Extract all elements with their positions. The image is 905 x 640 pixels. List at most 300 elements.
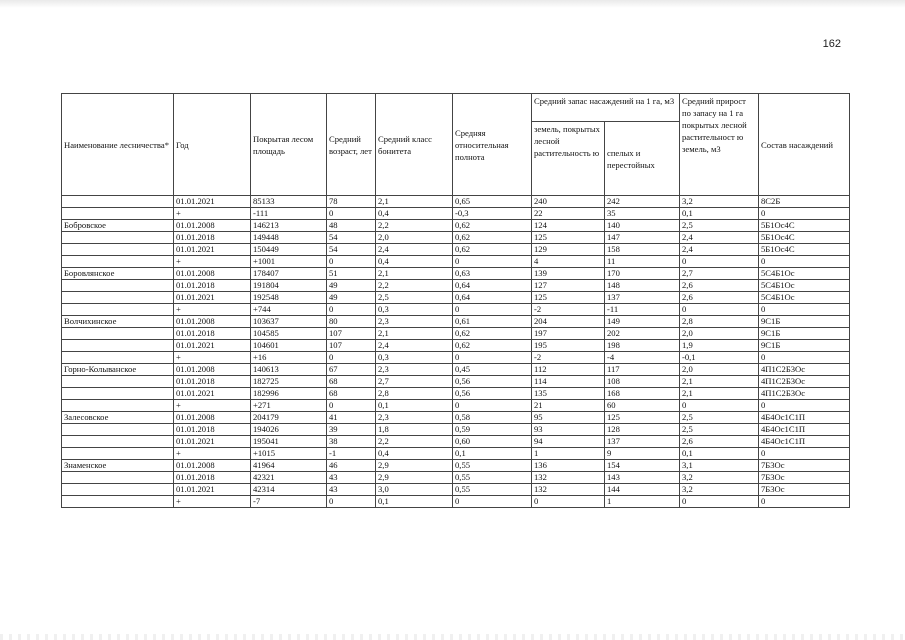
table-row xyxy=(62,292,850,304)
cell-stock-covered: 93 xyxy=(532,424,605,436)
cell-name: Боровлянское xyxy=(62,268,174,280)
cell-area: 103637 xyxy=(251,316,327,328)
cell-bonitet: 0,3 xyxy=(376,304,453,316)
cell-stock-covered: 136 xyxy=(532,460,605,472)
cell-composition: 5С4Б1Ос xyxy=(759,268,850,280)
cell-stock-mature: 170 xyxy=(605,268,680,280)
page-number: 162 xyxy=(822,38,841,50)
cell-bonitet: 2,2 xyxy=(376,280,453,292)
header-stock-group: Средний запас насаждений на 1 га, м3 xyxy=(532,94,680,122)
table-row xyxy=(62,388,850,400)
cell-name xyxy=(62,448,174,460)
cell-area: 140613 xyxy=(251,364,327,376)
cell-stock-mature: 158 xyxy=(605,244,680,256)
cell-bonitet: 0,3 xyxy=(376,352,453,364)
cell-year: 01.01.2018 xyxy=(174,280,251,292)
cell-density: 0,62 xyxy=(453,220,532,232)
cell-name xyxy=(62,352,174,364)
cell-density: 0,61 xyxy=(453,316,532,328)
cell-name xyxy=(62,388,174,400)
cell-age: 78 xyxy=(327,196,376,208)
cell-stock-mature: 143 xyxy=(605,472,680,484)
cell-stock-mature: 137 xyxy=(605,292,680,304)
cell-growth: 2,0 xyxy=(680,328,759,340)
cell-composition: 4П1С2Б3Ос xyxy=(759,388,850,400)
cell-area: 146213 xyxy=(251,220,327,232)
cell-area: +744 xyxy=(251,304,327,316)
cell-bonitet: 2,4 xyxy=(376,340,453,352)
cell-stock-covered: 21 xyxy=(532,400,605,412)
cell-name xyxy=(62,484,174,496)
cell-density: 0,55 xyxy=(453,472,532,484)
table-body xyxy=(62,196,850,508)
cell-age: -1 xyxy=(327,448,376,460)
cell-growth: 0 xyxy=(680,400,759,412)
table-row xyxy=(62,208,850,220)
cell-bonitet: 0,4 xyxy=(376,256,453,268)
cell-bonitet: 2,3 xyxy=(376,364,453,376)
cell-age: 49 xyxy=(327,292,376,304)
cell-name: Волчихинское xyxy=(62,316,174,328)
cell-year: 01.01.2018 xyxy=(174,424,251,436)
cell-age: 107 xyxy=(327,328,376,340)
cell-growth: 2,7 xyxy=(680,268,759,280)
cell-area: 204179 xyxy=(251,412,327,424)
cell-stock-mature: 11 xyxy=(605,256,680,268)
cell-growth: 3,1 xyxy=(680,460,759,472)
cell-area: 42314 xyxy=(251,484,327,496)
cell-stock-mature: 147 xyxy=(605,232,680,244)
cell-growth: 2,6 xyxy=(680,436,759,448)
cell-composition: 0 xyxy=(759,256,850,268)
cell-growth: 3,2 xyxy=(680,472,759,484)
cell-growth: 2,8 xyxy=(680,316,759,328)
cell-age: 0 xyxy=(327,496,376,508)
table-row xyxy=(62,436,850,448)
cell-year: + xyxy=(174,352,251,364)
cell-age: 68 xyxy=(327,376,376,388)
cell-age: 68 xyxy=(327,388,376,400)
cell-composition: 5С4Б1Ос xyxy=(759,280,850,292)
cell-bonitet: 2,4 xyxy=(376,244,453,256)
cell-stock-mature: -11 xyxy=(605,304,680,316)
table-row xyxy=(62,460,850,472)
cell-name: Бобровское xyxy=(62,220,174,232)
cell-composition: 7Б3Ос xyxy=(759,460,850,472)
table-row xyxy=(62,376,850,388)
cell-year: 01.01.2018 xyxy=(174,328,251,340)
cell-year: 01.01.2018 xyxy=(174,472,251,484)
cell-area: 149448 xyxy=(251,232,327,244)
cell-name xyxy=(62,280,174,292)
cell-name xyxy=(62,292,174,304)
cell-year: 01.01.2021 xyxy=(174,196,251,208)
cell-age: 51 xyxy=(327,268,376,280)
cell-bonitet: 0,4 xyxy=(376,448,453,460)
cell-growth: 2,6 xyxy=(680,292,759,304)
table-row xyxy=(62,352,850,364)
cell-stock-covered: 127 xyxy=(532,280,605,292)
cell-age: 0 xyxy=(327,208,376,220)
cell-stock-covered: -2 xyxy=(532,304,605,316)
cell-composition: 5Б1Ос4С xyxy=(759,244,850,256)
cell-name xyxy=(62,436,174,448)
cell-age: 48 xyxy=(327,220,376,232)
cell-bonitet: 0,4 xyxy=(376,208,453,220)
cell-density: 0 xyxy=(453,256,532,268)
cell-year: 01.01.2021 xyxy=(174,244,251,256)
cell-age: 43 xyxy=(327,484,376,496)
cell-density: 0 xyxy=(453,400,532,412)
cell-name xyxy=(62,424,174,436)
cell-year: 01.01.2021 xyxy=(174,340,251,352)
cell-composition: 4П1С2Б3Ос xyxy=(759,364,850,376)
table-row xyxy=(62,232,850,244)
cell-growth: 2,1 xyxy=(680,388,759,400)
cell-stock-mature: 108 xyxy=(605,376,680,388)
cell-year: 01.01.2021 xyxy=(174,388,251,400)
cell-name xyxy=(62,196,174,208)
table-row xyxy=(62,244,850,256)
cell-area: -111 xyxy=(251,208,327,220)
cell-density: 0,64 xyxy=(453,280,532,292)
cell-stock-mature: 148 xyxy=(605,280,680,292)
cell-bonitet: 2,2 xyxy=(376,436,453,448)
table-row xyxy=(62,280,850,292)
cell-stock-mature: 149 xyxy=(605,316,680,328)
cell-composition: 4Б4Ос1С1П xyxy=(759,436,850,448)
cell-year: + xyxy=(174,496,251,508)
cell-composition: 4П1С2Б3Ос xyxy=(759,376,850,388)
cell-stock-mature: 1 xyxy=(605,496,680,508)
scan-top-edge xyxy=(0,0,905,8)
cell-growth: 2,5 xyxy=(680,412,759,424)
cell-year: 01.01.2008 xyxy=(174,364,251,376)
cell-stock-covered: 204 xyxy=(532,316,605,328)
cell-area: +271 xyxy=(251,400,327,412)
cell-composition: 0 xyxy=(759,208,850,220)
cell-stock-covered: 132 xyxy=(532,472,605,484)
cell-density: 0,59 xyxy=(453,424,532,436)
cell-year: + xyxy=(174,256,251,268)
cell-stock-covered: 112 xyxy=(532,364,605,376)
cell-bonitet: 2,3 xyxy=(376,316,453,328)
cell-stock-covered: 94 xyxy=(532,436,605,448)
cell-density: 0,56 xyxy=(453,388,532,400)
cell-bonitet: 2,9 xyxy=(376,472,453,484)
cell-stock-covered: 135 xyxy=(532,388,605,400)
cell-composition: 7Б3Ос xyxy=(759,472,850,484)
cell-age: 41 xyxy=(327,412,376,424)
cell-composition: 0 xyxy=(759,496,850,508)
table-row xyxy=(62,364,850,376)
cell-stock-covered: 129 xyxy=(532,244,605,256)
cell-year: 01.01.2008 xyxy=(174,220,251,232)
table-row xyxy=(62,268,850,280)
cell-growth: 2,6 xyxy=(680,280,759,292)
cell-bonitet: 0,1 xyxy=(376,400,453,412)
cell-stock-mature: 125 xyxy=(605,412,680,424)
table-row xyxy=(62,256,850,268)
cell-stock-mature: 168 xyxy=(605,388,680,400)
cell-density: 0,62 xyxy=(453,340,532,352)
scan-bottom-edge xyxy=(0,634,905,640)
cell-area: 194026 xyxy=(251,424,327,436)
cell-growth: 0 xyxy=(680,304,759,316)
cell-name xyxy=(62,232,174,244)
cell-density: 0,1 xyxy=(453,448,532,460)
header-bonitet: Средний класс бонитета xyxy=(376,94,453,196)
cell-density: -0,3 xyxy=(453,208,532,220)
cell-density: 0,62 xyxy=(453,244,532,256)
cell-stock-covered: 195 xyxy=(532,340,605,352)
cell-name xyxy=(62,244,174,256)
cell-composition: 5С4Б1Ос xyxy=(759,292,850,304)
table-header xyxy=(62,94,850,196)
cell-stock-mature: -4 xyxy=(605,352,680,364)
cell-density: 0 xyxy=(453,496,532,508)
table-row xyxy=(62,340,850,352)
cell-density: 0,65 xyxy=(453,196,532,208)
table-row xyxy=(62,400,850,412)
cell-stock-mature: 35 xyxy=(605,208,680,220)
cell-year: + xyxy=(174,304,251,316)
cell-growth: 0 xyxy=(680,256,759,268)
cell-year: 01.01.2008 xyxy=(174,316,251,328)
cell-bonitet: 2,8 xyxy=(376,388,453,400)
cell-stock-mature: 144 xyxy=(605,484,680,496)
cell-area: 178407 xyxy=(251,268,327,280)
cell-stock-covered: 22 xyxy=(532,208,605,220)
cell-age: 38 xyxy=(327,436,376,448)
table-row xyxy=(62,472,850,484)
cell-growth: 2,5 xyxy=(680,220,759,232)
cell-stock-covered: 197 xyxy=(532,328,605,340)
cell-growth: 2,4 xyxy=(680,232,759,244)
cell-year: 01.01.2021 xyxy=(174,436,251,448)
header-name: Наименование лесничества* xyxy=(62,94,174,196)
cell-name: Горно-Колыванское xyxy=(62,364,174,376)
cell-density: 0,58 xyxy=(453,412,532,424)
cell-age: 43 xyxy=(327,472,376,484)
cell-bonitet: 0,1 xyxy=(376,496,453,508)
cell-area: 42321 xyxy=(251,472,327,484)
cell-density: 0,62 xyxy=(453,232,532,244)
cell-area: 191804 xyxy=(251,280,327,292)
cell-stock-covered: 240 xyxy=(532,196,605,208)
table-row xyxy=(62,484,850,496)
cell-stock-mature: 202 xyxy=(605,328,680,340)
cell-growth: -0,1 xyxy=(680,352,759,364)
cell-composition: 4Б4Ос1С1П xyxy=(759,424,850,436)
cell-density: 0,55 xyxy=(453,460,532,472)
cell-age: 39 xyxy=(327,424,376,436)
cell-area: 150449 xyxy=(251,244,327,256)
cell-density: 0,62 xyxy=(453,328,532,340)
table-row xyxy=(62,316,850,328)
cell-year: 01.01.2008 xyxy=(174,268,251,280)
table-row xyxy=(62,424,850,436)
cell-stock-mature: 154 xyxy=(605,460,680,472)
cell-name xyxy=(62,328,174,340)
cell-age: 0 xyxy=(327,352,376,364)
header-composition: Состав насаждений xyxy=(759,94,850,196)
table-row xyxy=(62,496,850,508)
cell-age: 80 xyxy=(327,316,376,328)
cell-name xyxy=(62,340,174,352)
cell-name: Знаменское xyxy=(62,460,174,472)
cell-bonitet: 2,1 xyxy=(376,268,453,280)
cell-area: +1015 xyxy=(251,448,327,460)
cell-stock-covered: 132 xyxy=(532,484,605,496)
cell-year: 01.01.2008 xyxy=(174,460,251,472)
cell-composition: 0 xyxy=(759,400,850,412)
table-row xyxy=(62,304,850,316)
cell-growth: 0,1 xyxy=(680,448,759,460)
cell-stock-covered: 95 xyxy=(532,412,605,424)
table-row xyxy=(62,412,850,424)
cell-density: 0,64 xyxy=(453,292,532,304)
cell-stock-covered: 125 xyxy=(532,232,605,244)
cell-composition: 9С1Б xyxy=(759,316,850,328)
cell-year: 01.01.2018 xyxy=(174,376,251,388)
cell-stock-covered: 139 xyxy=(532,268,605,280)
cell-age: 0 xyxy=(327,304,376,316)
header-year: Год xyxy=(174,94,251,196)
cell-name: Залесовское xyxy=(62,412,174,424)
cell-stock-mature: 9 xyxy=(605,448,680,460)
cell-area: 104585 xyxy=(251,328,327,340)
cell-year: 01.01.2021 xyxy=(174,484,251,496)
cell-stock-mature: 242 xyxy=(605,196,680,208)
cell-area: 104601 xyxy=(251,340,327,352)
cell-stock-covered: 1 xyxy=(532,448,605,460)
header-density: Средняя относительная полнота xyxy=(453,94,532,196)
cell-area: 85133 xyxy=(251,196,327,208)
cell-age: 0 xyxy=(327,400,376,412)
header-stock-covered: земель, покрытых лесной растительность ю xyxy=(532,122,605,196)
cell-composition: 0 xyxy=(759,352,850,364)
cell-stock-mature: 60 xyxy=(605,400,680,412)
cell-year: 01.01.2021 xyxy=(174,292,251,304)
cell-stock-covered: 0 xyxy=(532,496,605,508)
cell-density: 0,56 xyxy=(453,376,532,388)
cell-stock-covered: 4 xyxy=(532,256,605,268)
cell-composition: 9С1Б xyxy=(759,328,850,340)
cell-density: 0,60 xyxy=(453,436,532,448)
cell-bonitet: 3,0 xyxy=(376,484,453,496)
forestry-table xyxy=(61,93,850,508)
cell-composition: 5Б1Ос4С xyxy=(759,232,850,244)
cell-stock-mature: 198 xyxy=(605,340,680,352)
cell-stock-covered: 124 xyxy=(532,220,605,232)
cell-year: + xyxy=(174,448,251,460)
table-row xyxy=(62,448,850,460)
cell-bonitet: 2,3 xyxy=(376,412,453,424)
header-stock-mature: спелых и перестойных xyxy=(605,122,680,196)
cell-year: 01.01.2008 xyxy=(174,412,251,424)
cell-area: 41964 xyxy=(251,460,327,472)
cell-density: 0 xyxy=(453,304,532,316)
cell-composition: 8С2Б xyxy=(759,196,850,208)
cell-growth: 0,1 xyxy=(680,208,759,220)
cell-growth: 2,5 xyxy=(680,424,759,436)
cell-age: 54 xyxy=(327,244,376,256)
cell-area: 182996 xyxy=(251,388,327,400)
cell-area: +1001 xyxy=(251,256,327,268)
header-age: Средний возраст, лет xyxy=(327,94,376,196)
cell-bonitet: 2,1 xyxy=(376,328,453,340)
cell-density: 0,45 xyxy=(453,364,532,376)
cell-composition: 4Б4Ос1С1П xyxy=(759,412,850,424)
cell-growth: 2,4 xyxy=(680,244,759,256)
cell-growth: 2,1 xyxy=(680,376,759,388)
cell-bonitet: 2,5 xyxy=(376,292,453,304)
cell-name xyxy=(62,208,174,220)
cell-age: 49 xyxy=(327,280,376,292)
cell-age: 107 xyxy=(327,340,376,352)
table-row xyxy=(62,220,850,232)
cell-stock-covered: -2 xyxy=(532,352,605,364)
cell-composition: 9С1Б xyxy=(759,340,850,352)
cell-bonitet: 1,8 xyxy=(376,424,453,436)
cell-year: 01.01.2018 xyxy=(174,232,251,244)
cell-composition: 0 xyxy=(759,448,850,460)
cell-area: -7 xyxy=(251,496,327,508)
cell-name xyxy=(62,496,174,508)
cell-growth: 0 xyxy=(680,496,759,508)
cell-growth: 1,9 xyxy=(680,340,759,352)
cell-bonitet: 2,2 xyxy=(376,220,453,232)
cell-age: 0 xyxy=(327,256,376,268)
header-growth: Средний прирост по запасу на 1 га покрытых лесной растительност ю земель, м3 xyxy=(680,94,759,196)
cell-stock-mature: 137 xyxy=(605,436,680,448)
cell-bonitet: 2,0 xyxy=(376,232,453,244)
cell-density: 0,55 xyxy=(453,484,532,496)
cell-stock-covered: 125 xyxy=(532,292,605,304)
cell-age: 54 xyxy=(327,232,376,244)
header-area: Покрытая лесом площадь xyxy=(251,94,327,196)
cell-growth: 3,2 xyxy=(680,196,759,208)
cell-area: 182725 xyxy=(251,376,327,388)
cell-bonitet: 2,1 xyxy=(376,196,453,208)
cell-area: 192548 xyxy=(251,292,327,304)
cell-composition: 5Б1Ос4С xyxy=(759,220,850,232)
cell-age: 67 xyxy=(327,364,376,376)
cell-year: + xyxy=(174,208,251,220)
cell-year: + xyxy=(174,400,251,412)
cell-density: 0 xyxy=(453,352,532,364)
cell-name xyxy=(62,304,174,316)
cell-area: 195041 xyxy=(251,436,327,448)
cell-density: 0,63 xyxy=(453,268,532,280)
cell-name xyxy=(62,256,174,268)
cell-age: 46 xyxy=(327,460,376,472)
cell-bonitet: 2,9 xyxy=(376,460,453,472)
table-row xyxy=(62,196,850,208)
cell-composition: 7Б3Ос xyxy=(759,484,850,496)
cell-growth: 2,0 xyxy=(680,364,759,376)
cell-name xyxy=(62,472,174,484)
cell-stock-mature: 117 xyxy=(605,364,680,376)
cell-stock-mature: 128 xyxy=(605,424,680,436)
cell-composition: 0 xyxy=(759,304,850,316)
cell-stock-mature: 140 xyxy=(605,220,680,232)
cell-area: +16 xyxy=(251,352,327,364)
cell-bonitet: 2,7 xyxy=(376,376,453,388)
table-row xyxy=(62,328,850,340)
cell-stock-covered: 114 xyxy=(532,376,605,388)
